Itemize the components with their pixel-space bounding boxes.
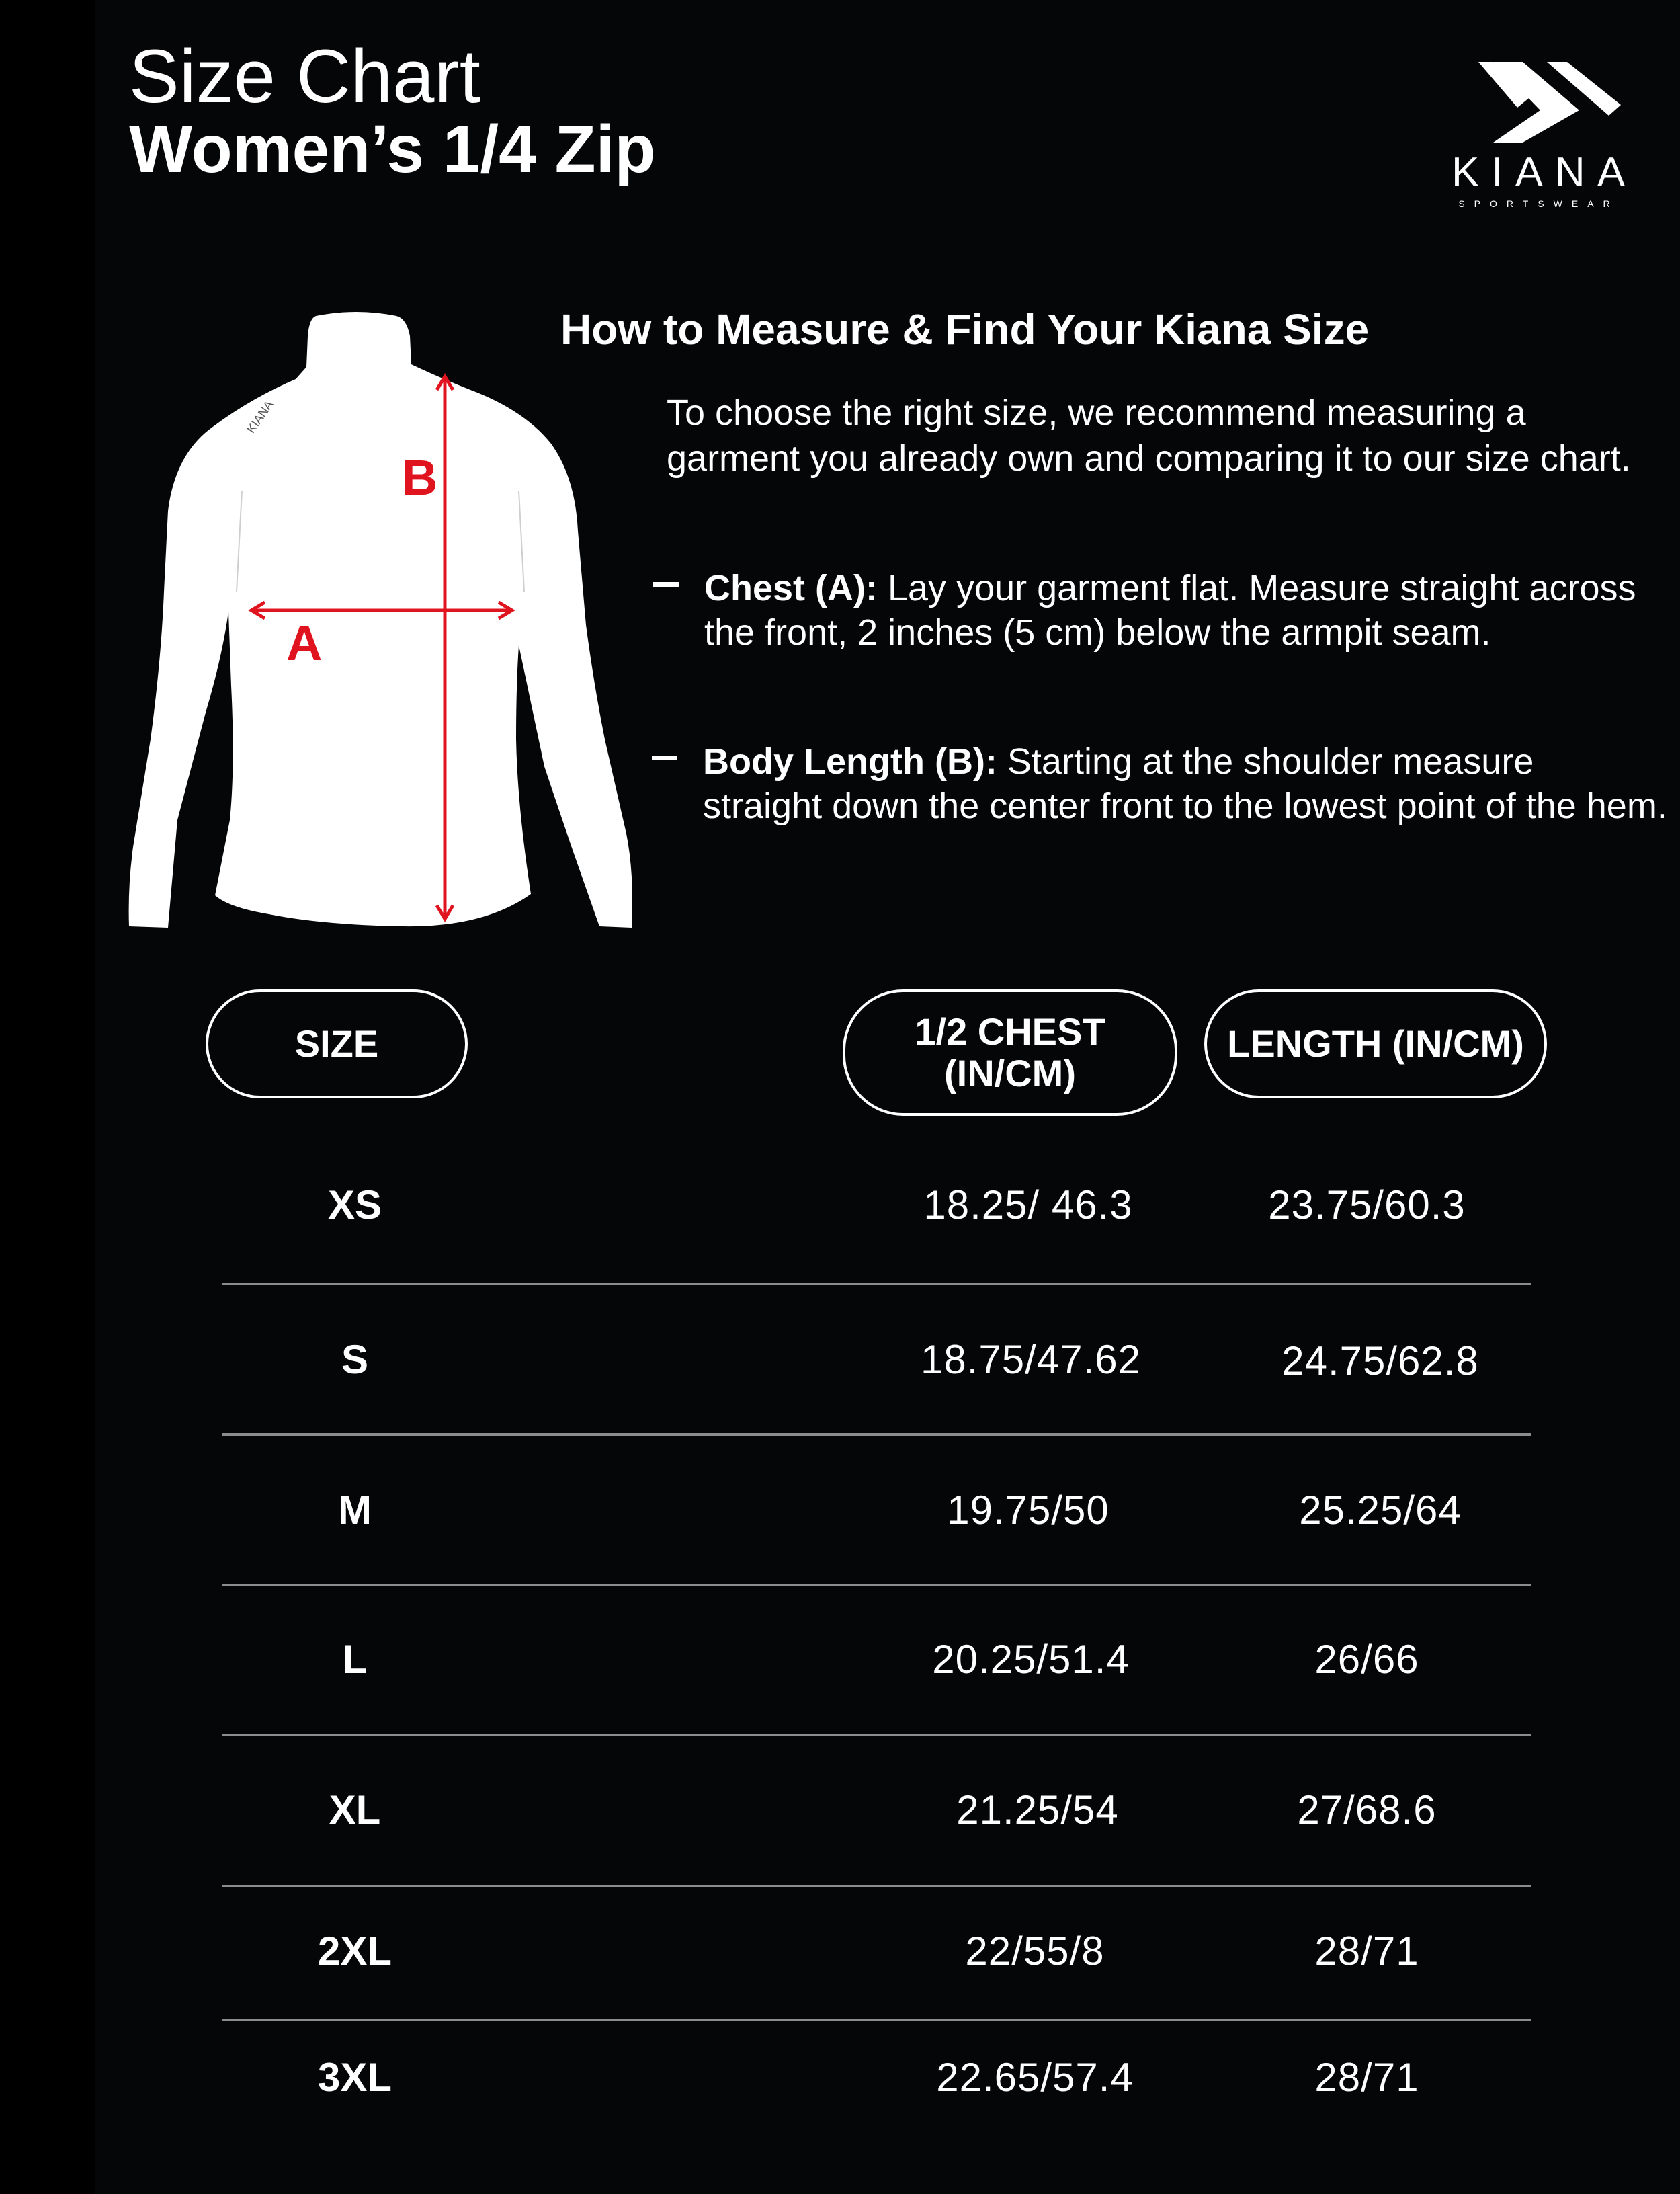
size-column-header: SIZE xyxy=(206,989,468,1098)
row-divider xyxy=(222,2019,1531,2021)
chest-label: Chest (A): xyxy=(704,568,878,608)
chest-cell: 22.65/57.4 xyxy=(936,2055,1134,2100)
double-chevron-icon xyxy=(1452,58,1626,152)
row-divider xyxy=(222,1283,1531,1285)
length-instruction xyxy=(703,739,1680,828)
jacket-silhouette xyxy=(129,312,632,928)
page-title: Size Chart xyxy=(129,34,480,118)
instructions-intro xyxy=(667,390,1675,481)
length-cell: 27/68.6 xyxy=(1297,1787,1437,1832)
row-divider xyxy=(222,1433,1531,1436)
brand-logo xyxy=(1452,58,1638,226)
chest-header-line-2: (IN/CM) xyxy=(944,1052,1076,1094)
row-divider xyxy=(222,1584,1531,1586)
length-bullet-dash xyxy=(652,756,677,760)
chest-instruction xyxy=(704,566,1680,655)
jacket-brand-print: KIANA xyxy=(244,398,276,436)
length-cell: 28/71 xyxy=(1314,1928,1419,1974)
chest-cell: 18.75/47.62 xyxy=(921,1337,1141,1382)
size-cell: M xyxy=(338,1488,372,1533)
length-cell: 25.25/64 xyxy=(1299,1488,1462,1533)
size-cell: S xyxy=(341,1337,369,1382)
logo-tagline: SPORTSWEAR xyxy=(1458,198,1620,209)
chest-cell: 22/55/8 xyxy=(965,1928,1105,1974)
size-cell: L xyxy=(342,1637,368,1682)
chest-text-2: the front, 2 inches (5 cm) below the armpit seam. xyxy=(704,612,1491,653)
length-cell: 28/71 xyxy=(1314,2055,1419,2100)
intro-line-1: To choose the right size, we recommend measuring a xyxy=(667,393,1526,433)
length-cell: 26/66 xyxy=(1314,1637,1419,1682)
chest-bullet-dash xyxy=(653,582,679,587)
length-cell: 24.75/62.8 xyxy=(1282,1338,1479,1383)
chest-column-header xyxy=(843,989,1177,1116)
row-divider xyxy=(222,1885,1531,1887)
chest-header-line-1: 1/2 CHEST xyxy=(915,1010,1105,1053)
chest-text-1: Lay your garment flat. Measure straight across xyxy=(877,568,1636,608)
size-cell: 2XL xyxy=(317,1928,392,1974)
intro-line-2: garment you already own and comparing it to our size chart. xyxy=(667,438,1631,479)
label-b: B xyxy=(402,450,438,505)
logo-wordmark: KIANA xyxy=(1452,149,1638,196)
chest-cell: 20.25/51.4 xyxy=(932,1637,1130,1682)
length-text-1: Starting at the shoulder measure xyxy=(997,741,1534,782)
size-cell: XS xyxy=(327,1182,382,1227)
instructions-heading: How to Measure & Find Your Kiana Size xyxy=(560,305,1370,354)
length-column-header: LENGTH (IN/CM) xyxy=(1204,989,1547,1098)
length-cell: 23.75/60.3 xyxy=(1268,1182,1466,1227)
size-cell: 3XL xyxy=(317,2055,392,2100)
chest-cell: 21.25/54 xyxy=(956,1787,1119,1832)
label-a: A xyxy=(286,615,323,671)
size-cell: XL xyxy=(329,1787,381,1832)
length-label: Body Length (B): xyxy=(703,741,997,782)
chest-cell: 18.25/ 46.3 xyxy=(923,1182,1133,1227)
chest-cell: 19.75/50 xyxy=(947,1488,1109,1533)
row-divider xyxy=(222,1734,1531,1736)
length-text-2: straight down the center front to the lowest point of the hem. xyxy=(703,786,1667,826)
product-title: Women’s 1/4 Zip xyxy=(129,112,656,187)
jacket-diagram xyxy=(121,309,638,934)
